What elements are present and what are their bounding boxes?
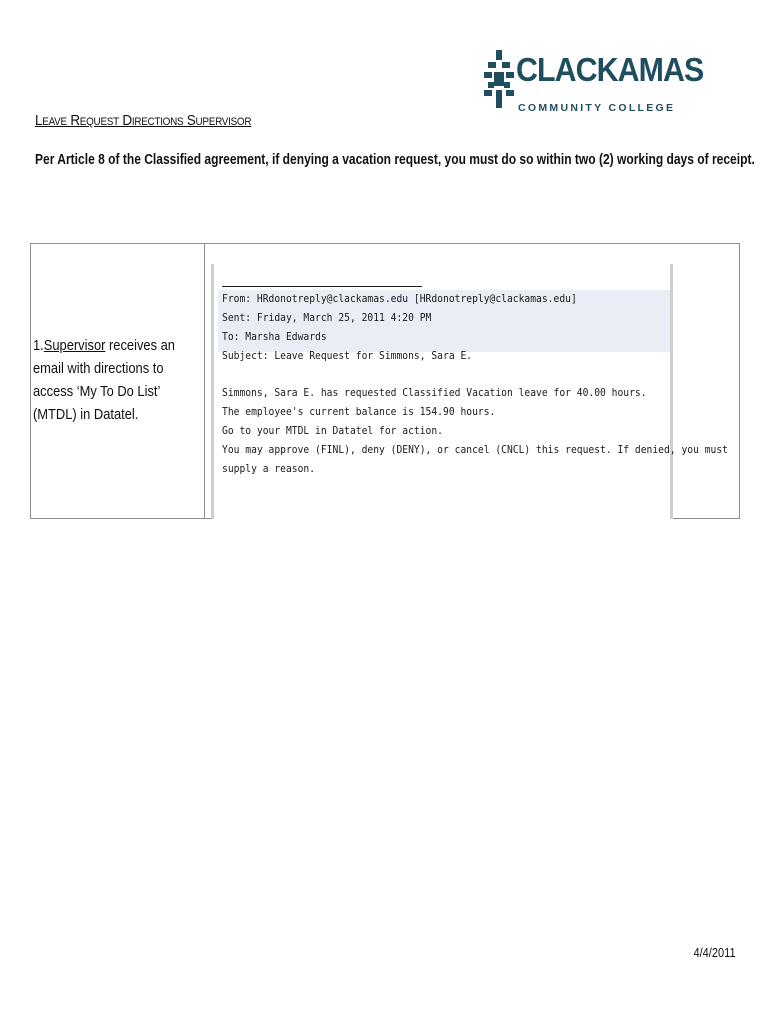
email-from: From: HRdonotreply@clackamas.edu [HRdonotreply@clackamas.edu] xyxy=(222,293,577,305)
step-line1: receives an email xyxy=(33,337,175,377)
email-body-line: The employee's current balance is 154.90 hours. xyxy=(222,406,496,418)
college-logo xyxy=(484,48,704,118)
instruction-table xyxy=(30,243,740,519)
article-notice: Per Article 8 of the Classified agreement, if denying a vacation request, you must do so within two (2) working days of receipt. xyxy=(35,152,755,168)
logo-emblem-icon xyxy=(484,50,514,108)
email-body-line: Simmons, Sara E. has requested Classified Vacation leave for 40.00 hours. xyxy=(222,387,647,399)
email-sent: Sent: Friday, March 25, 2011 4:20 PM xyxy=(222,312,432,324)
email-subject: Subject: Leave Request for Simmons, Sara E. xyxy=(222,350,473,362)
email-to: To: Marsha Edwards xyxy=(222,331,327,343)
logo-wordmark: CLACKAMAS xyxy=(516,51,704,88)
step-role: Supervisor xyxy=(43,337,106,354)
column-divider xyxy=(204,244,205,518)
step-continuation: with directions to access ‘My To Do List’ (MTDL) in Datatel. xyxy=(33,360,164,423)
step-number: 1. xyxy=(33,337,44,354)
logo-subtitle: COMMUNITY COLLEGE xyxy=(518,102,676,114)
email-body-line: supply a reason. xyxy=(222,463,316,475)
page-title: Leave Request Directions Supervisor xyxy=(35,112,252,129)
email-body-line: You may approve (FINL), deny (DENY), or cancel (CNCL) this request. If denied, you must xyxy=(222,444,728,456)
document-date: 4/4/2011 xyxy=(693,945,736,960)
email-body-line: Go to your MTDL in Datatel for action. xyxy=(222,425,444,437)
step-description xyxy=(33,334,196,426)
email-screenshot xyxy=(211,264,728,519)
email-top-rule xyxy=(222,286,422,287)
